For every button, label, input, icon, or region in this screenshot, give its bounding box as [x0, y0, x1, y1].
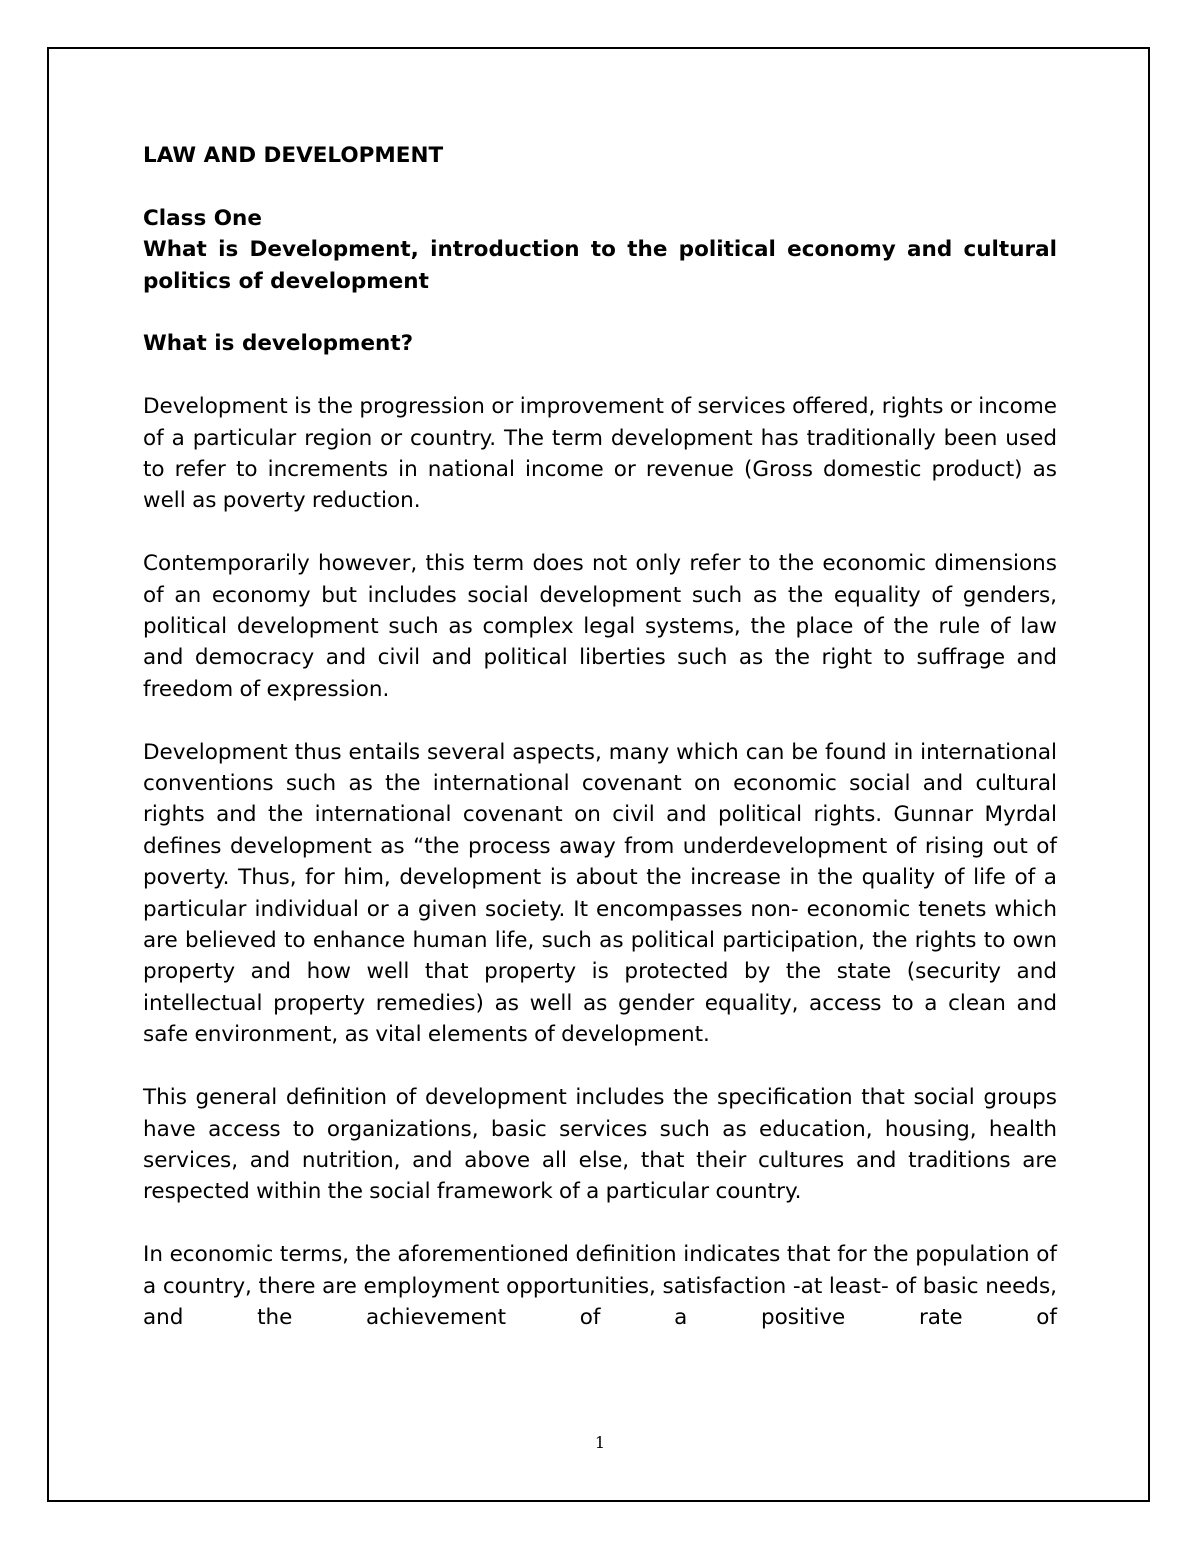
document-body [143, 140, 1057, 1333]
document-title: LAW AND DEVELOPMENT [143, 143, 444, 168]
paragraph: In economic terms, the aforementioned definition indicates that for the population of a country, there are employment opportunities, satisfaction -at least- of basic needs, and the achievement of a positive rate of [143, 1242, 1057, 1330]
paragraph: Contemporarily however, this term does not only refer to the economic dimensions of an economy but includes social development such as the equality of genders, political development such as complex legal systems, the place of the rule of law and democracy and civil and political liberties such as the right to suffrage and freedom of expression. [143, 551, 1057, 702]
class-label: Class One [143, 205, 262, 231]
paragraph: Development thus entails several aspects, many which can be found in international conventions such as the international covenant on economic social and cultural rights and the international covenant on civil and political rights. Gunnar Myrdal defines development as “the process away from underdevelopment of rising out of poverty. Thus, for him, development is about the increase in the quality of life of a particular individual or a given society. It encompasses non- economic tenets which are believed to enhance human life, such as political participation, the rights to own property and how well that property is protected by the state (security and intellectual property remedies) as well as gender equality, access to a clean and safe environment, as vital elements of development. [143, 739, 1057, 1048]
section-heading: What is development? [143, 331, 414, 357]
page-number: 1 [594, 1433, 606, 1452]
paragraph: Development is the progression or improvement of services offered, rights or income of a particular region or country. The term development has traditionally been used to refer to increments in national income or revenue (Gross domestic product) as well as poverty reduction. [143, 394, 1057, 514]
class-subtitle: What is Development, introduction to the political economy and cultural politics of development [143, 237, 1057, 294]
paragraph: This general definition of development includes the specification that social groups have access to organizations, basic services such as education, housing, health services, and nutrition, and above all else, that their cultures and traditions are respected within the social framework of a particular country. [143, 1085, 1057, 1205]
